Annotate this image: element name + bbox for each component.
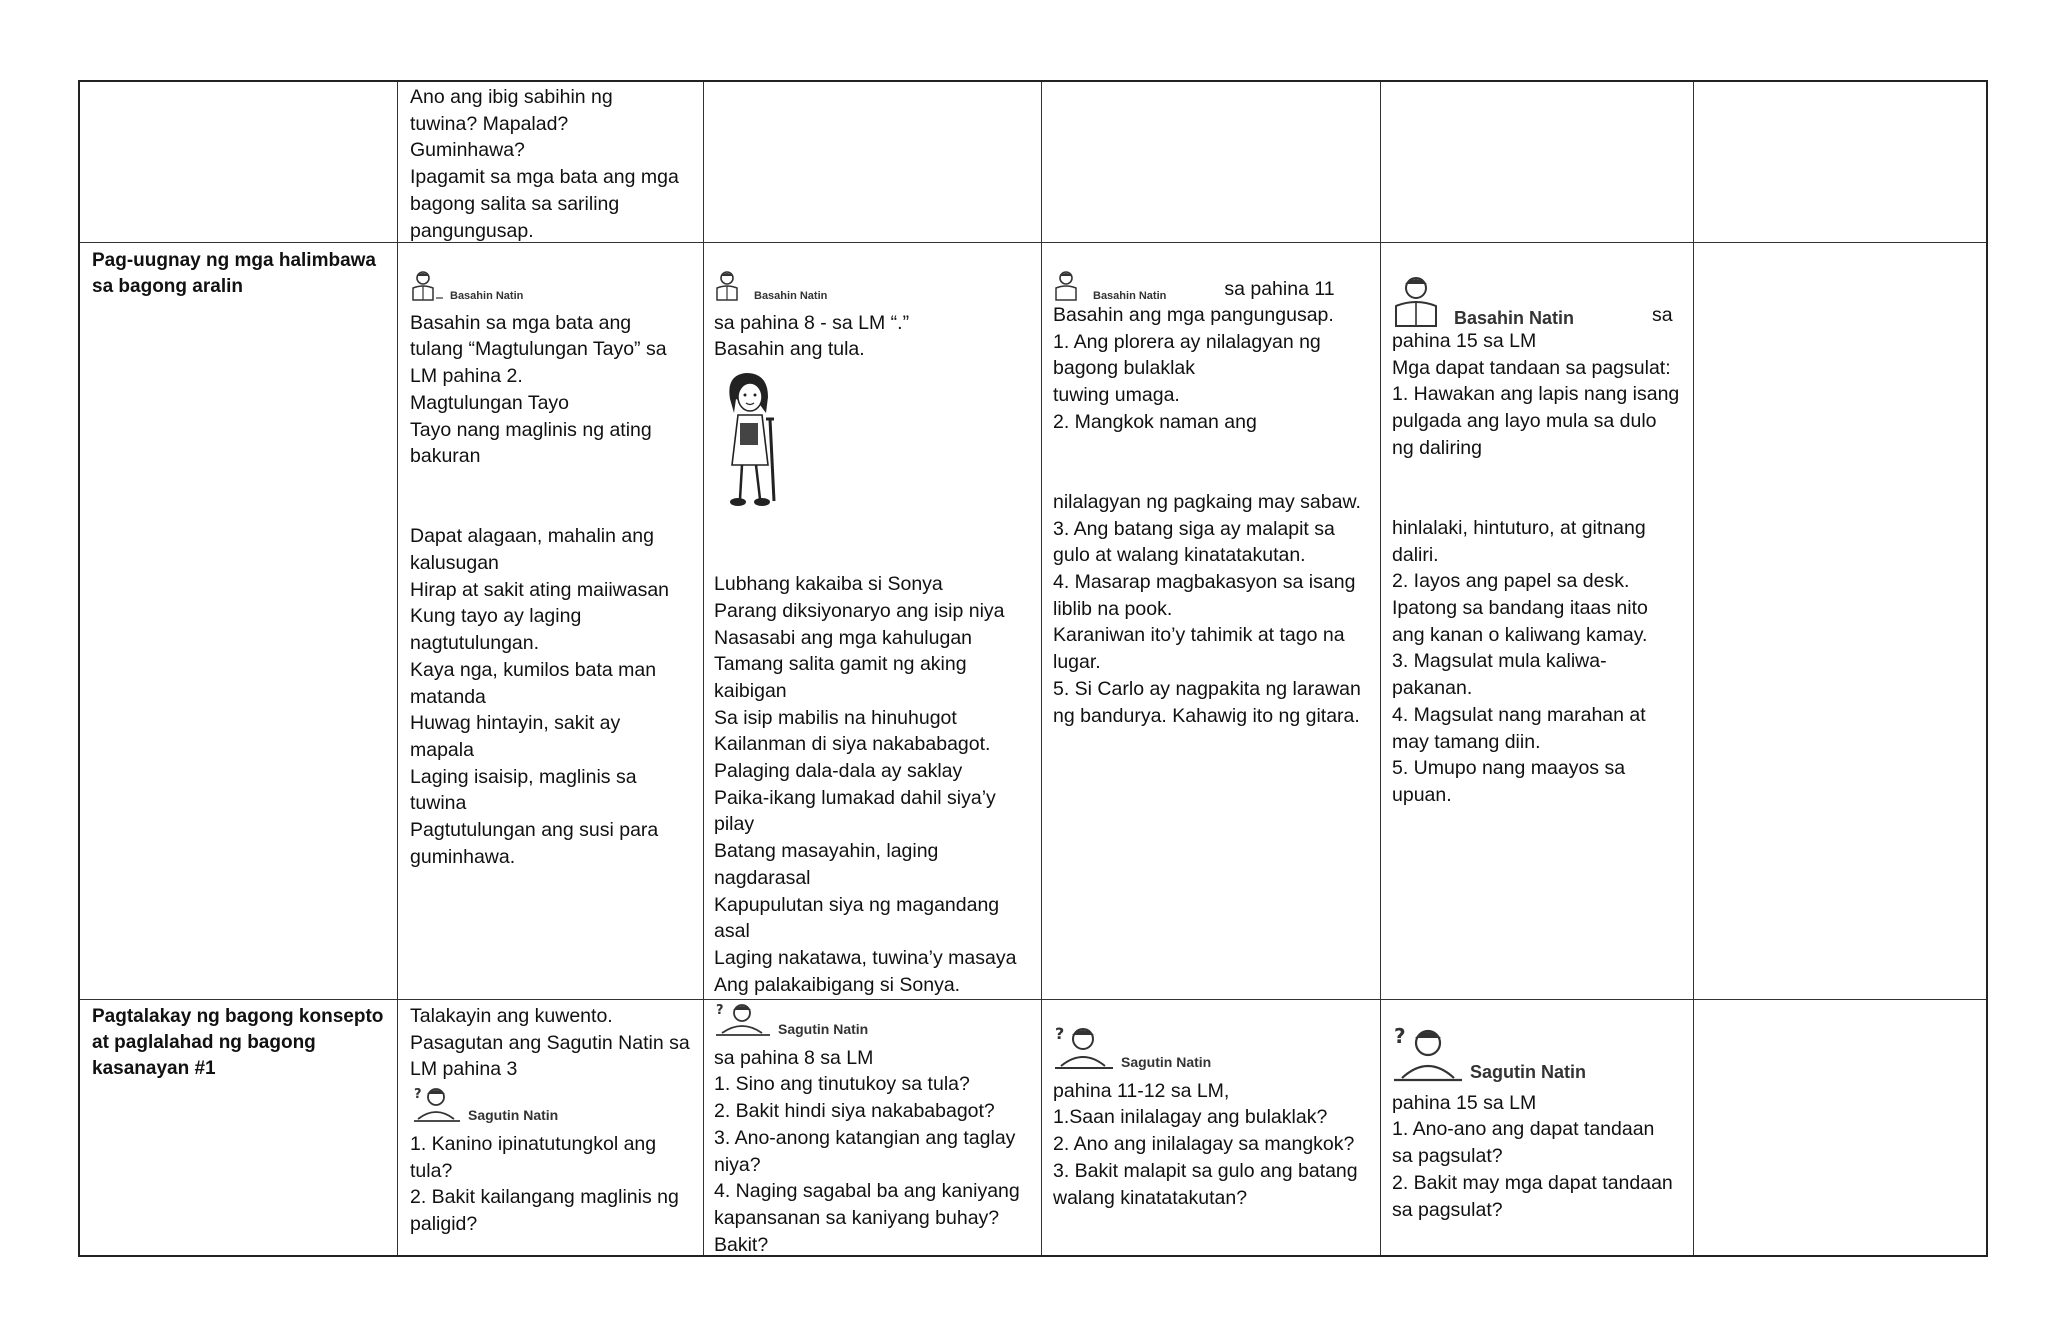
text-line: ng bandurya. Kahawig ito ng gitara. bbox=[1053, 704, 1360, 727]
text-line: niya? bbox=[714, 1153, 761, 1176]
text-line: Karaniwan ito’y tahimik at tago na bbox=[1053, 624, 1345, 647]
text-line: Dapat alagaan, mahalin ang bbox=[410, 525, 654, 548]
girl-with-crutch-illustration bbox=[716, 369, 782, 511]
text-line: 1. Ang plorera ay nilalagyan ng bbox=[1053, 330, 1321, 353]
text-line: Talakayin ang kuwento. bbox=[410, 1005, 613, 1027]
svg-text:?: ? bbox=[1055, 1024, 1065, 1043]
basahin-natin-icon bbox=[1392, 274, 1574, 328]
text-line: kaibigan bbox=[714, 679, 787, 702]
reading-child-icon bbox=[714, 270, 748, 302]
icon-caption: Sagutin Natin bbox=[468, 1107, 559, 1124]
writing-child-icon bbox=[412, 1085, 462, 1123]
text-line: 2. Bakit hindi siya nakababagot? bbox=[714, 1100, 995, 1123]
text-line: pakanan. bbox=[1392, 677, 1473, 700]
text-line: lugar. bbox=[1053, 651, 1101, 674]
text-line: guminhawa. bbox=[410, 845, 516, 868]
row-label-line: kasanayan #1 bbox=[92, 1058, 216, 1079]
text-line: Laging nakatawa, tuwina’y masaya bbox=[714, 946, 1017, 969]
text-line: 5. Umupo nang maayos sa bbox=[1392, 757, 1626, 780]
text-line: Ipatong sa bandang itaas nito bbox=[1392, 597, 1648, 619]
text-line: ng daliring bbox=[1392, 436, 1482, 459]
text-line: Ipagamit sa mga bata ang mga bbox=[410, 166, 679, 189]
text-line: Ang palakaibigang si Sonya. bbox=[714, 973, 961, 996]
text-line: 4. Magsulat nang marahan at bbox=[1392, 703, 1646, 726]
row-divider bbox=[80, 999, 1986, 1000]
icon-caption: Sagutin Natin bbox=[1470, 1062, 1586, 1082]
text-line: 2. Bakit kailangang maglinis ng bbox=[410, 1186, 679, 1209]
text-line: Mga dapat tandaan sa pagsulat: bbox=[1392, 356, 1671, 379]
text-line: tula? bbox=[410, 1159, 453, 1182]
text-line: Tayo nang maglinis ng ating bbox=[410, 418, 652, 441]
svg-text:?: ? bbox=[716, 1003, 724, 1018]
row2-col4-cell bbox=[1053, 268, 1361, 729]
text-line: Nasasabi ang mga kahulugan bbox=[714, 626, 973, 649]
text-line: 3. Ano-anong katangian ang taglay bbox=[714, 1126, 1016, 1149]
text-line: Kailanman di siya nakababagot. bbox=[714, 733, 991, 756]
row2-col3-cell bbox=[714, 270, 1016, 998]
text-line: Parang diksiyonaryo ang isip niya bbox=[714, 599, 1005, 622]
text-line: tuwing umaga. bbox=[1053, 384, 1180, 407]
column-divider bbox=[703, 82, 704, 1255]
text-line: tulang “Magtulungan Tayo” sa bbox=[410, 338, 667, 361]
text-line: Pagtutulungan ang susi para bbox=[410, 819, 659, 842]
basahin-natin-icon bbox=[1053, 270, 1166, 302]
text-line: ang kanan o kaliwang kamay. bbox=[1392, 623, 1648, 646]
basahin-natin-icon bbox=[410, 270, 523, 302]
text-line: 4. Masarap magbakasyon sa isang bbox=[1053, 571, 1356, 593]
row-label-line: at paglalahad ng bagong bbox=[92, 1032, 316, 1053]
sagutin-natin-icon bbox=[714, 1001, 868, 1037]
text-line: sa pahina 8 - sa LM “.” bbox=[714, 311, 910, 334]
row2-col2-cell bbox=[410, 270, 669, 870]
text-line: sa pagsulat? bbox=[1392, 1145, 1503, 1168]
text-line: nilalagyan ng pagkaing may sabaw. bbox=[1053, 490, 1361, 513]
text-line: nagdarasal bbox=[714, 866, 811, 889]
row3-col3-cell bbox=[714, 1001, 1020, 1258]
text-line: LM pahina 2. bbox=[410, 365, 523, 388]
text-line: 2. Ano ang inilalagay sa mangkok? bbox=[1053, 1133, 1355, 1156]
text-line: pahina 15 sa LM bbox=[1392, 1091, 1537, 1114]
text-line: Kung tayo ay laging bbox=[410, 605, 582, 628]
row3-col5-cell bbox=[1392, 1024, 1673, 1223]
row3-col2-cell bbox=[410, 1003, 690, 1238]
text-line: pangungusap. bbox=[410, 219, 534, 242]
text-line: pulgada ang layo mula sa dulo bbox=[1392, 410, 1657, 433]
text-line: 2. Iayos ang papel sa desk. bbox=[1392, 570, 1630, 593]
text-line: bagong salita sa sariling bbox=[410, 192, 620, 215]
row3-label bbox=[92, 1004, 383, 1082]
svg-text:?: ? bbox=[1394, 1024, 1406, 1048]
column-divider bbox=[397, 82, 398, 1255]
row1-col2-cell bbox=[410, 84, 679, 244]
icon-caption: Basahin Natin bbox=[450, 290, 524, 302]
text-line: paligid? bbox=[410, 1212, 478, 1235]
text-line: Pasagutan ang Sagutin Natin sa bbox=[410, 1031, 690, 1054]
text-line: nagtutulungan. bbox=[410, 632, 540, 655]
text-line: sa pagsulat? bbox=[1392, 1198, 1503, 1221]
sagutin-natin-icon bbox=[1053, 1024, 1211, 1070]
text-line: pahina 11-12 sa LM, bbox=[1053, 1079, 1230, 1102]
text-line: gulo at walang kinatatakutan. bbox=[1053, 544, 1306, 567]
sagutin-natin-icon bbox=[1392, 1024, 1586, 1082]
text-line: bakuran bbox=[410, 445, 481, 468]
text-line: bagong bulaklak bbox=[1053, 357, 1196, 380]
text-line: may tamang diin. bbox=[1392, 730, 1541, 753]
icon-caption: Sagutin Natin bbox=[1121, 1054, 1212, 1070]
row3-col4-cell bbox=[1053, 1024, 1358, 1211]
page-reference: sa pahina 11 bbox=[1224, 278, 1335, 300]
reading-child-icon bbox=[410, 270, 444, 302]
text-line: 4. Naging sagabal ba ang kaniyang bbox=[714, 1180, 1020, 1203]
text-line: Basahin sa mga bata ang bbox=[410, 311, 632, 334]
text-line: kalusugan bbox=[410, 552, 499, 574]
text-line: liblib na pook. bbox=[1053, 597, 1173, 620]
icon-caption: Basahin Natin bbox=[1093, 290, 1167, 302]
text-line: Lubhang kakaiba si Sonya bbox=[714, 573, 943, 596]
reading-child-icon bbox=[1053, 270, 1087, 302]
text-line: Kaya nga, kumilos bata man bbox=[410, 658, 657, 681]
row2-col5-cell bbox=[1392, 270, 1679, 809]
icon-caption: Basahin Natin bbox=[1454, 308, 1575, 328]
text-line: Basahin ang mga pangungusap. bbox=[1053, 304, 1334, 326]
text-line: Paika-ikang lumakad dahil siya’y bbox=[714, 786, 996, 809]
lesson-plan-table bbox=[78, 80, 1988, 1257]
text-line: 1. Kanino ipinatutungkol ang bbox=[410, 1132, 657, 1155]
page-reference: sa bbox=[1652, 304, 1673, 326]
text-line: tuwina bbox=[410, 792, 467, 815]
text-line: 1. Hawakan ang lapis nang isang bbox=[1392, 383, 1680, 406]
text-line: walang kinatatakutan? bbox=[1053, 1186, 1248, 1209]
text-line: 3. Bakit malapit sa gulo ang batang bbox=[1053, 1159, 1358, 1182]
text-line: Palaging dala-dala ay saklay bbox=[714, 760, 963, 783]
text-line: Magtulungan Tayo bbox=[410, 391, 570, 414]
row-label-line: Pag-uugnay ng mga halimbawa bbox=[92, 250, 376, 271]
writing-child-icon bbox=[714, 1001, 772, 1037]
text-line: Ano ang ibig sabihin ng bbox=[410, 86, 613, 108]
text-line: 2. Bakit may mga dapat tandaan bbox=[1392, 1171, 1673, 1194]
text-line: Laging isaisip, maglinis sa bbox=[410, 765, 637, 788]
text-line: 5. Si Carlo ay nagpakita ng larawan bbox=[1053, 677, 1361, 700]
text-line: daliri. bbox=[1392, 543, 1439, 566]
text-line: matanda bbox=[410, 685, 486, 708]
text-line: Tamang salita gamit ng aking bbox=[714, 653, 967, 676]
writing-child-icon bbox=[1392, 1024, 1464, 1082]
text-line: asal bbox=[714, 920, 750, 943]
text-line: 3. Ang batang siga ay malapit sa bbox=[1053, 517, 1335, 540]
column-divider bbox=[1693, 82, 1694, 1255]
text-line: hinlalaki, hintuturo, at gitnang bbox=[1392, 516, 1646, 539]
row-label-line: Pagtalakay ng bagong konsepto bbox=[92, 1006, 384, 1027]
row2-label bbox=[92, 248, 376, 300]
text-line: Huwag hintayin, sakit ay bbox=[410, 712, 621, 735]
text-line: Basahin ang tula. bbox=[714, 338, 865, 361]
text-line: upuan. bbox=[1392, 783, 1452, 806]
text-line: Kapupulutan siya ng magandang bbox=[714, 893, 1000, 916]
text-line: 3. Magsulat mula kaliwa- bbox=[1392, 650, 1607, 673]
text-line: Hirap at sakit ating maiiwasan bbox=[410, 578, 670, 601]
icon-caption: Sagutin Natin bbox=[778, 1021, 869, 1037]
text-line: 2. Mangkok naman ang bbox=[1053, 410, 1257, 433]
sagutin-natin-icon bbox=[412, 1085, 558, 1123]
text-line: LM pahina 3 bbox=[410, 1058, 518, 1081]
text-line: pahina 15 sa LM bbox=[1392, 330, 1537, 352]
column-divider bbox=[1380, 82, 1381, 1255]
text-line: kapansanan sa kaniyang buhay? bbox=[714, 1206, 1000, 1229]
writing-child-icon bbox=[1053, 1024, 1115, 1070]
text-line: 1.Saan inilalagay ang bulaklak? bbox=[1053, 1106, 1328, 1129]
text-line: tuwina? Mapalad? bbox=[410, 112, 569, 135]
text-line: 1. Sino ang tinutukoy sa tula? bbox=[714, 1073, 970, 1096]
text-line: sa pahina 8 sa LM bbox=[714, 1046, 874, 1069]
text-line: mapala bbox=[410, 738, 474, 761]
text-line: Guminhawa? bbox=[410, 139, 525, 162]
basahin-natin-icon bbox=[714, 270, 827, 302]
row-label-line: sa bagong aralin bbox=[92, 276, 243, 297]
text-line: Batang masayahin, laging bbox=[714, 840, 939, 863]
text-line: Bakit? bbox=[714, 1233, 769, 1256]
row-divider bbox=[80, 242, 1986, 243]
text-line: Sa isip mabilis na hinuhugot bbox=[714, 706, 957, 729]
text-line: pilay bbox=[714, 813, 755, 836]
reading-child-icon bbox=[1392, 274, 1448, 328]
svg-text:?: ? bbox=[414, 1087, 422, 1103]
text-line: 1. Ano-ano ang dapat tandaan bbox=[1392, 1118, 1655, 1141]
column-divider bbox=[1041, 82, 1042, 1255]
icon-caption: Basahin Natin bbox=[754, 290, 828, 302]
